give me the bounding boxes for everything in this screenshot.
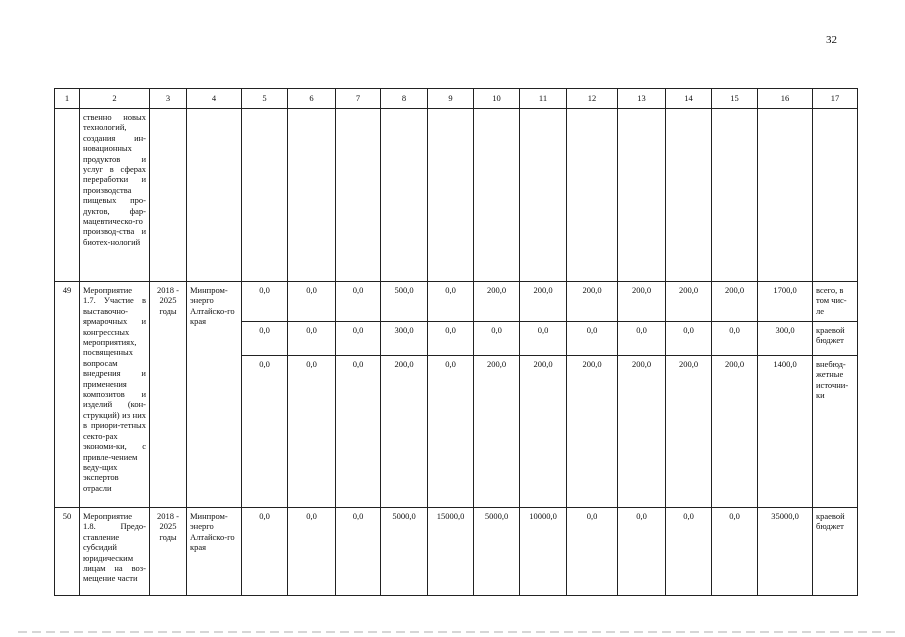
column-header: 7 [336, 89, 381, 109]
header-row [55, 89, 858, 109]
scan-artifact-line [18, 631, 898, 633]
value-cell: 35000,0 [758, 508, 813, 596]
value-cell: 0,0 [242, 322, 288, 356]
value-cell: 200,0 [666, 282, 712, 322]
value-cell: 300,0 [381, 322, 428, 356]
row-description: Мероприятие 1.8. Предо-ставление субсидий юридическим лицам на воз-мещение части [80, 508, 150, 596]
value-cell: 200,0 [381, 356, 428, 508]
value-cell: 0,0 [712, 322, 758, 356]
value-cell: 200,0 [567, 356, 618, 508]
value-cell: 5000,0 [474, 508, 520, 596]
funding-source: краевой бюджет [813, 508, 858, 596]
column-header: 12 [567, 89, 618, 109]
value-cell: 300,0 [758, 322, 813, 356]
column-header: 14 [666, 89, 712, 109]
value-cell: 0,0 [336, 282, 381, 322]
value-cell: 0,0 [336, 508, 381, 596]
row-description: Мероприятие 1.7. Участие в выставочно-ярмарочных и конгрессных мероприятиях, посвященных вопросам внедрения и применения композитов и изделий (кон-струкций) из них в приори-тетных секто-рах экономи-ки, с привле-чением веду-щих экспертов отрасли [80, 282, 150, 508]
column-header: 9 [428, 89, 474, 109]
column-header: 13 [618, 89, 666, 109]
value-cell: 0,0 [242, 282, 288, 322]
funding-source: внебюд-жетные источни-ки [813, 356, 858, 508]
value-cell: 0,0 [666, 508, 712, 596]
funding-source: краевой бюджет [813, 322, 858, 356]
value-cell: 0,0 [242, 356, 288, 508]
value-cell: 0,0 [567, 322, 618, 356]
page-number: 32 [826, 34, 837, 46]
value-cell: 0,0 [288, 508, 336, 596]
value-cell: 5000,0 [381, 508, 428, 596]
value-cell: 0,0 [474, 322, 520, 356]
row-period: 2018 - 2025 годы [150, 282, 187, 508]
column-header: 4 [187, 89, 242, 109]
value-cell: 1400,0 [758, 356, 813, 508]
value-cell: 0,0 [336, 322, 381, 356]
column-header: 5 [242, 89, 288, 109]
value-cell: 200,0 [666, 356, 712, 508]
value-cell: 200,0 [474, 282, 520, 322]
value-cell: 200,0 [712, 282, 758, 322]
table-row-50 [55, 508, 858, 596]
value-cell: 0,0 [428, 322, 474, 356]
value-cell: 500,0 [381, 282, 428, 322]
column-header: 3 [150, 89, 187, 109]
column-header: 8 [381, 89, 428, 109]
value-cell: 0,0 [666, 322, 712, 356]
value-cell: 0,0 [242, 508, 288, 596]
value-cell: 0,0 [618, 508, 666, 596]
table-row-49 [55, 282, 858, 322]
row-executor: Минпром-энерго Алтайско-го края [187, 282, 242, 508]
funding-source: всего, в том чис-ле [813, 282, 858, 322]
row-number: 50 [55, 508, 80, 596]
value-cell: 200,0 [618, 282, 666, 322]
value-cell: 0,0 [288, 282, 336, 322]
value-cell: 200,0 [520, 282, 567, 322]
value-cell: 0,0 [567, 508, 618, 596]
value-cell: 0,0 [428, 282, 474, 322]
row-number: 49 [55, 282, 80, 508]
value-cell: 0,0 [618, 322, 666, 356]
row-executor: Минпром-энерго Алтайско-го края [187, 508, 242, 596]
column-header: 16 [758, 89, 813, 109]
value-cell: 200,0 [567, 282, 618, 322]
column-header: 11 [520, 89, 567, 109]
value-cell: 1700,0 [758, 282, 813, 322]
value-cell: 0,0 [712, 508, 758, 596]
column-header: 2 [80, 89, 150, 109]
value-cell: 0,0 [288, 356, 336, 508]
program-table [54, 88, 858, 596]
column-header: 6 [288, 89, 336, 109]
table-row-continuation [55, 109, 858, 282]
value-cell: 10000,0 [520, 508, 567, 596]
value-cell: 200,0 [712, 356, 758, 508]
value-cell: 0,0 [288, 322, 336, 356]
value-cell: 200,0 [474, 356, 520, 508]
column-header: 15 [712, 89, 758, 109]
row-description: ственно новых технологий, создания ин-новационных продуктов и услуг в сферах переработки и производства пищевых про-дуктов, фар-мацевтическо-го производ-ства и биотех-нологий [80, 109, 150, 282]
value-cell: 0,0 [428, 356, 474, 508]
value-cell: 0,0 [520, 322, 567, 356]
column-header: 1 [55, 89, 80, 109]
column-header: 10 [474, 89, 520, 109]
value-cell: 0,0 [336, 356, 381, 508]
column-header: 17 [813, 89, 858, 109]
value-cell: 15000,0 [428, 508, 474, 596]
row-period: 2018 - 2025 годы [150, 508, 187, 596]
value-cell: 200,0 [618, 356, 666, 508]
value-cell: 200,0 [520, 356, 567, 508]
